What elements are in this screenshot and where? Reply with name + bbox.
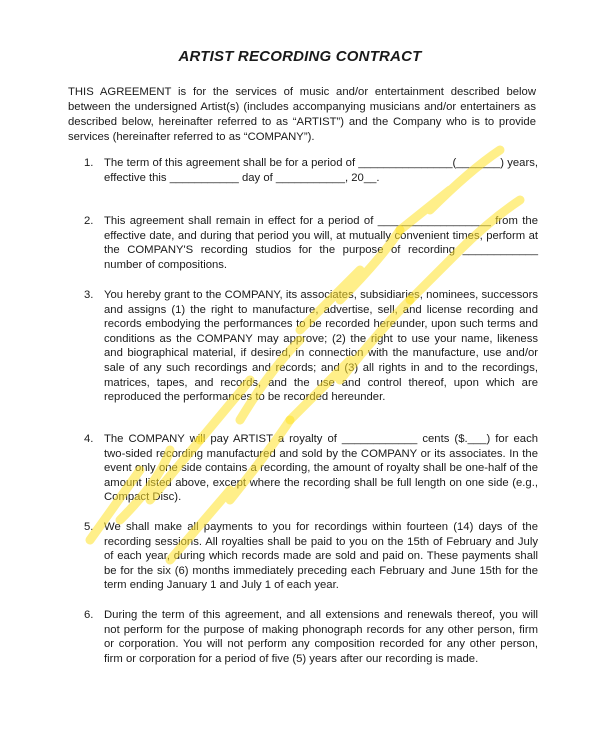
intro-paragraph: THIS AGREEMENT is for the services of music and/or entertainment described below between the undersigned Artist(s) (includes accompanying musicians and/or entertainers as described below, hereinafter referred to as “ARTIST”) and the Company who is to provide services (hereinafter referred to as “COMPANY”). [68, 86, 536, 143]
clause-number: 5. [84, 521, 94, 533]
clause-text: The term of this agreement shall be for a period of _______________(_______) years, effective this ___________ day of ___________, 20__. [104, 157, 538, 184]
clause-text: We shall make all payments to you for recordings within fourteen (14) days of the recording sessions. All royalties shall be paid to you on the 15th of February and July of each year, during which records made are sold and paid on. These payments shall be for the six (6) months immediately preceding each February and June 15th for the term ending January 1 and July 1 of each year. [104, 521, 538, 592]
clause-number: 1. [84, 157, 94, 169]
document-title: ARTIST RECORDING CONTRACT [178, 48, 422, 65]
clause-number: 3. [84, 289, 94, 301]
clause-number: 4. [84, 433, 94, 445]
clause-number: 6. [84, 609, 94, 621]
clause-text: This agreement shall remain in effect for a period of __________________ from the effective date, and during that period you will, at mutually convenient times, perform at the COMPANY'S recording studios for the purpose of recording ____________ number of compositions. [104, 215, 538, 271]
clause-text: During the term of this agreement, and all extensions and renewals thereof, you will not perform for the purpose of making phonograph records for any other person, firm or corporation. You will not perform any composition recorded for any other person, firm or corporation for a period of five (5) years after our recording is made. [104, 609, 538, 665]
clause-text: You hereby grant to the COMPANY, its associates, subsidiaries, nominees, successors and assigns (1) the right to manufacture, advertise, sell, and license recording and records embodying the performances to be recorded hereunder, upon such terms and conditions as the COMPANY may approve; (2) the right to use your name, likeness and biographical material, if desired, in connection with the manufacture, use and/or sale of any such recordings and records; and (3) all rights in and to the recordings, matrices, tapes, and records, and the use and control thereof, upon which are reproduced the performances to be recorded hereunder. [104, 289, 538, 404]
clause-text: The COMPANY will pay ARTIST a royalty of ____________ cents ($.___) for each two-sided recording manufactured and sold by the COMPANY or its associates. In the event only one side contains a recording, the amount of royalty shall be one-half of the amount listed above, except where the recording shall be full length on one side (e.g., Compact Disc). [104, 433, 538, 504]
clause-number: 2. [84, 215, 94, 227]
